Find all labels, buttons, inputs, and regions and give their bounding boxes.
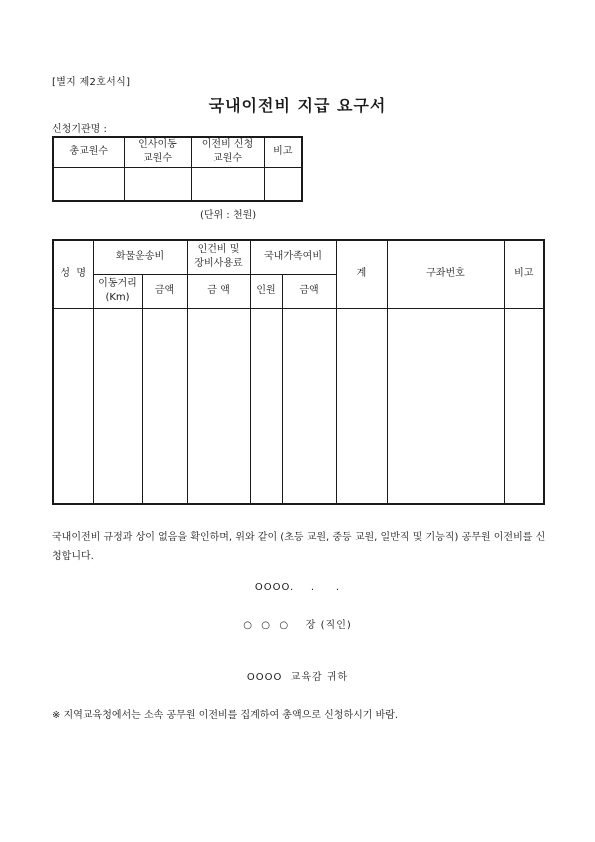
header-total: 계 (336, 240, 387, 308)
header-travel-amount: 금액 (282, 274, 336, 308)
cell-name[interactable] (53, 308, 93, 504)
cell-labor-amount[interactable] (187, 308, 250, 504)
cell-transferred-teachers[interactable] (124, 167, 191, 201)
header-name: 성 명 (53, 240, 93, 308)
confirmation-statement: 국내이전비 규정과 상이 없음을 확인하며, 위와 같이 (초등 교원, 중등 교원, 일반직 및 기능직) 공무원 이전비를 신청합니다. (52, 532, 546, 562)
signer-line: ○ ○ ○ 장 (직인) (243, 620, 352, 631)
header-applying-teachers: 이전비 신청 교원수 (191, 137, 264, 167)
document-title: 국내이전비 지급 요구서 (208, 96, 387, 115)
unit-note: (단위 : 천원) (200, 210, 257, 221)
expense-table (52, 239, 545, 505)
header-move-distance: 이동거리 (Km) (93, 274, 142, 308)
header-remarks: 비고 (264, 137, 302, 167)
applicant-agency-label: 신청기관명 : (52, 124, 107, 135)
header-labor-equipment: 인건비 및 장비사용료 (187, 240, 250, 274)
header-remarks: 비고 (504, 240, 544, 308)
cell-remarks[interactable] (504, 308, 544, 504)
cell-travel-amount[interactable] (282, 308, 336, 504)
cell-applying-teachers[interactable] (191, 167, 264, 201)
form-number: [별지 제2호서식] (52, 77, 131, 88)
cell-total[interactable] (336, 308, 387, 504)
header-transferred-teachers: 인사이동 교원수 (124, 137, 191, 167)
date-line: OOOO. . . (254, 582, 341, 593)
header-travel-persons: 인원 (250, 274, 282, 308)
cell-remarks[interactable] (264, 167, 302, 201)
cell-total-teachers[interactable] (53, 167, 124, 201)
header-freight-cost: 화물운송비 (93, 240, 187, 274)
header-account-number: 구좌번호 (387, 240, 504, 308)
cell-move-distance[interactable] (93, 308, 142, 504)
header-freight-amount: 금액 (142, 274, 187, 308)
header-labor-amount: 금 액 (187, 274, 250, 308)
cell-travel-persons[interactable] (250, 308, 282, 504)
summary-table (52, 136, 303, 202)
cell-account-number[interactable] (387, 308, 504, 504)
header-family-travel: 국내가족여비 (250, 240, 336, 274)
recipient-line: OOOO 교육감 귀하 (246, 672, 349, 683)
header-total-teachers: 총교원수 (53, 137, 124, 167)
footnote: ※ 지역교육청에서는 소속 공무원 이전비를 집계하여 총액으로 신청하시기 바람. (52, 710, 399, 721)
cell-freight-amount[interactable] (142, 308, 187, 504)
table-row (53, 308, 544, 504)
